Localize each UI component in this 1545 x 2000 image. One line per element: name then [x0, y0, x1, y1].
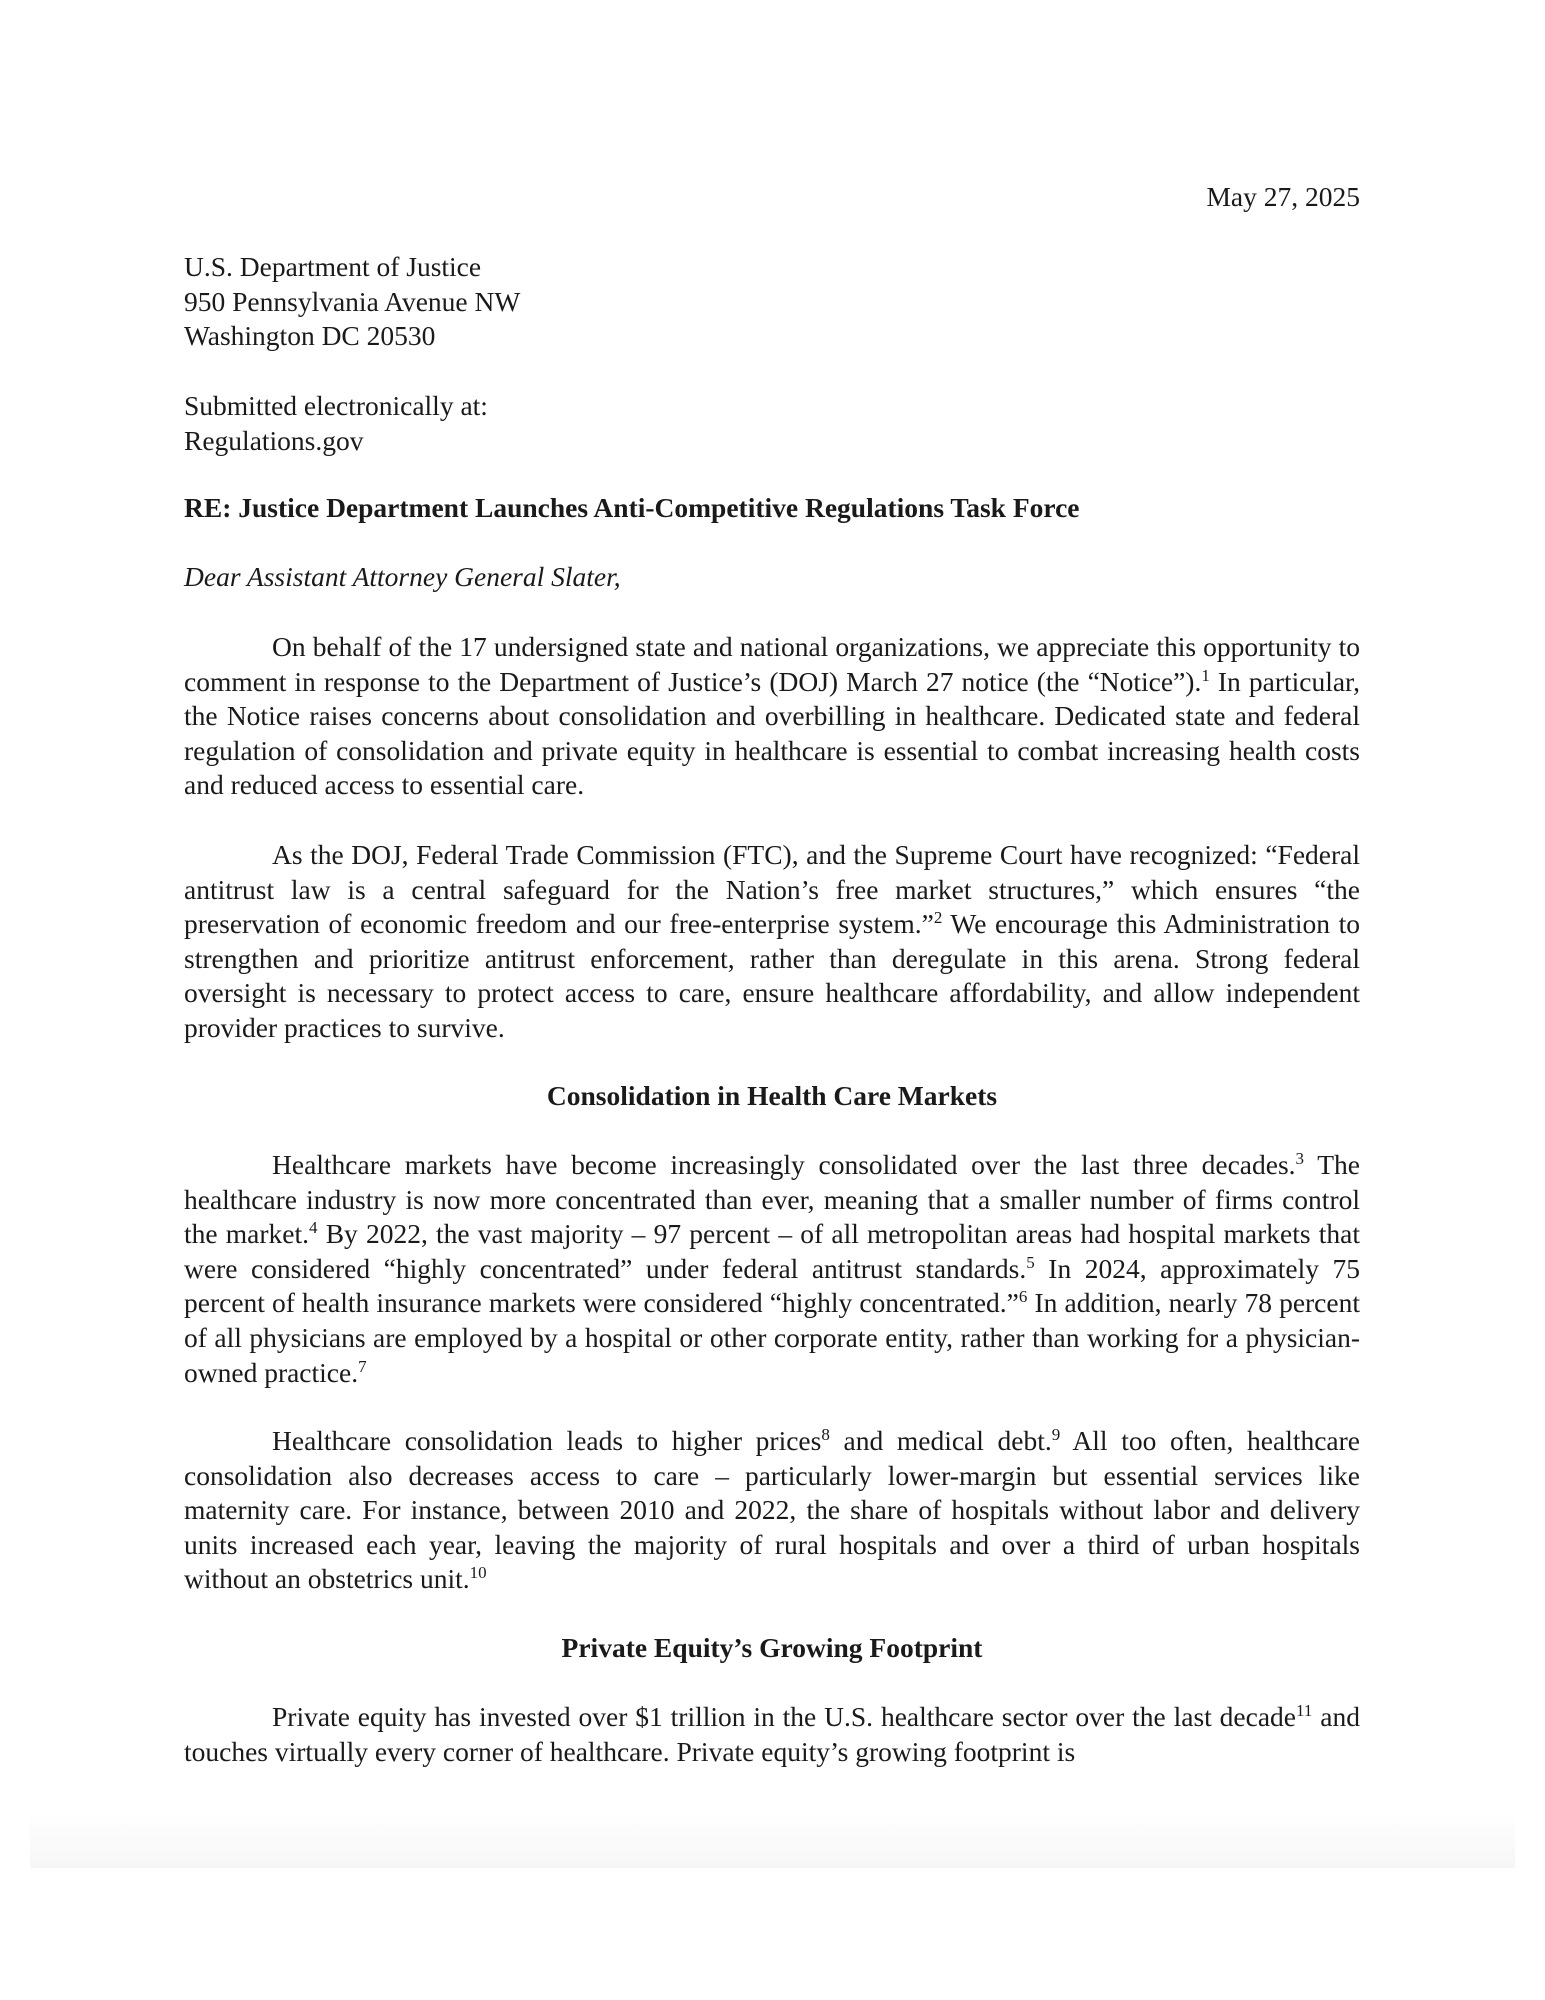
footnote-ref: 4: [309, 1218, 318, 1238]
paragraph-text: Healthcare consolidation leads to higher prices: [272, 1425, 822, 1456]
paragraph-text: We encourage this Administration to strengthen and prioritize antitrust enforcement, rather than deregulate in this arena. Strong federal oversight is necessary to protect access to care, ensure healthcare affordability, and allow independent provider practices to survive.: [184, 908, 1360, 1043]
subject-line: RE: Justice Department Launches Anti-Competitive Regulations Task Force: [184, 492, 1080, 523]
footnote-ref: 5: [1026, 1252, 1035, 1272]
paragraph-text: In addition, nearly 78 percent of all physicians are employed by a hospital or other corporate entity, rather than working for a physician-owned practice.: [184, 1287, 1360, 1388]
paragraph-text: In 2024, approximately 75 percent of health insurance markets were considered “highly concentrated.”: [184, 1252, 1361, 1319]
paragraph-text: and touches virtually every corner of healthcare. Private equity’s growing footprint is: [184, 1701, 1360, 1767]
recipient-address: [184, 250, 520, 354]
submission-note: [184, 389, 488, 458]
footnote-ref: 11: [1296, 1700, 1313, 1720]
address-line-1: U.S. Department of Justice: [184, 251, 482, 282]
letter-date: May 27, 2025: [1206, 181, 1360, 212]
footnote-ref: 2: [933, 908, 943, 928]
section-heading-private-equity: Private Equity’s Growing Footprint: [561, 1632, 983, 1663]
footnote-ref: 3: [1295, 1148, 1305, 1168]
footnote-ref: 7: [358, 1356, 367, 1376]
submitted-line-2: Regulations.gov: [184, 424, 364, 456]
paragraph-text: By 2022, the vast majority – 97 percent – of all metropolitan areas had hospital markets that were considered “highly concentrated” under federal antitrust standards.: [184, 1218, 1361, 1284]
address-line-3: Washington DC 20530: [184, 320, 436, 352]
paragraph-text: As the DOJ, Federal Trade Commission (FTC), and the Supreme Court have recognized: “Federal antitrust law is a central safeguard for the Nation’s free market structures,” which ensures “the preservation of economic freedom and our free-enterprise system.”: [184, 839, 1360, 940]
paragraph-intro: [184, 630, 1360, 803]
paragraph-consolidation: [184, 1148, 1360, 1390]
footnote-ref: 8: [821, 1424, 830, 1444]
salutation: Dear Assistant Attorney General Slater,: [184, 561, 621, 592]
footnote-ref: 9: [1051, 1424, 1061, 1444]
address-line-2: 950 Pennsylvania Avenue NW: [184, 285, 521, 317]
paragraph-text: Private equity has invested over $1 trillion in the U.S. healthcare sector over the last decade: [272, 1701, 1297, 1732]
section-heading-consolidation: Consolidation in Health Care Markets: [546, 1080, 998, 1111]
footnote-ref: 10: [469, 1563, 487, 1583]
footnote-ref: 6: [1018, 1287, 1028, 1307]
footnote-ref: 1: [1201, 665, 1210, 685]
paragraph-text: All too often, healthcare consolidation also decreases access to care – particularly lower-margin but essential services like maternity care. For instance, between 2010 and 2022, the share of hospitals without labor and delivery units increased each year, leaving the majority of rural hospitals and over a third of urban hospitals without an obstetrics unit.: [184, 1425, 1361, 1595]
paragraph-text: and medical debt.: [829, 1425, 1052, 1456]
paragraph-text: In particular, the Notice raises concerns about consolidation and overbilling in healthcare. Dedicated state and federal regulation of consolidation and private equity in healthcare is essential to combat increasing health costs and reduced access to essential care.: [184, 665, 1360, 801]
paragraph-prices: [184, 1424, 1360, 1597]
page-bottom-fade: [30, 1812, 1515, 1868]
paragraph-private-equity: [184, 1700, 1360, 1769]
paragraph-antitrust: [184, 838, 1360, 1046]
paragraph-text: The healthcare industry is now more concentrated than ever, meaning that a smaller number of firms control the market.: [184, 1149, 1360, 1250]
paragraph-text: Healthcare markets have become increasingly consolidated over the last three decades.: [272, 1149, 1296, 1180]
submitted-line-1: Submitted electronically at:: [184, 390, 488, 421]
paragraph-text: On behalf of the 17 undersigned state and national organizations, we appreciate this opportunity to comment in response to the Department of Justice’s (DOJ) March 27 notice (the “Notice”).: [184, 631, 1360, 697]
